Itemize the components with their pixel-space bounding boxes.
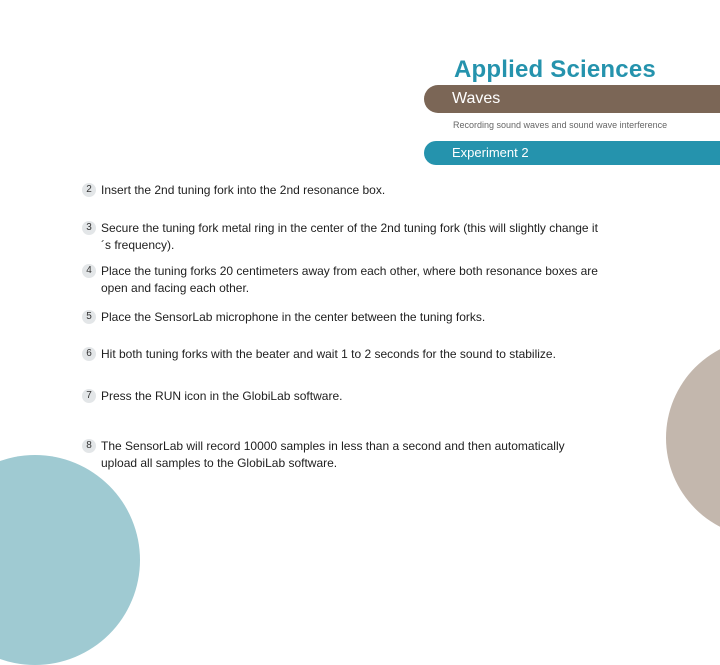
step-number-badge: 7 <box>82 389 96 403</box>
decorative-circle-right <box>666 338 720 538</box>
topic-banner: Waves <box>424 85 720 113</box>
step-text: Secure the tuning fork metal ring in the center of the 2nd tuning fork (this will slightly change it´s frequency). <box>101 221 598 252</box>
step-text: Press the RUN icon in the GlobiLab software. <box>101 389 343 403</box>
step-number-badge: 4 <box>82 264 96 278</box>
page-subtitle: Recording sound waves and sound wave interference <box>453 120 668 130</box>
step-text: Insert the 2nd tuning fork into the 2nd resonance box. <box>101 183 386 197</box>
step-number-badge: 8 <box>82 439 96 453</box>
step-number-badge: 3 <box>82 221 96 235</box>
step-text: Place the SensorLab microphone in the center between the tuning forks. <box>101 310 486 324</box>
step-number-badge: 6 <box>82 347 96 361</box>
experiment-banner: Experiment 2 <box>424 141 720 165</box>
brand-title: Applied Sciences <box>454 56 656 83</box>
decorative-circle-left <box>0 455 140 665</box>
step-number-badge: 2 <box>82 183 96 197</box>
step-text: The SensorLab will record 10000 samples in less than a second and then automatically upload all samples to the GlobiLab software. <box>101 439 565 470</box>
step-text: Place the tuning forks 20 centimeters away from each other, where both resonance boxes are open and facing each other. <box>101 264 598 295</box>
step-text: Hit both tuning forks with the beater and wait 1 to 2 seconds for the sound to stabilize. <box>101 347 556 361</box>
step-number-badge: 5 <box>82 310 96 324</box>
